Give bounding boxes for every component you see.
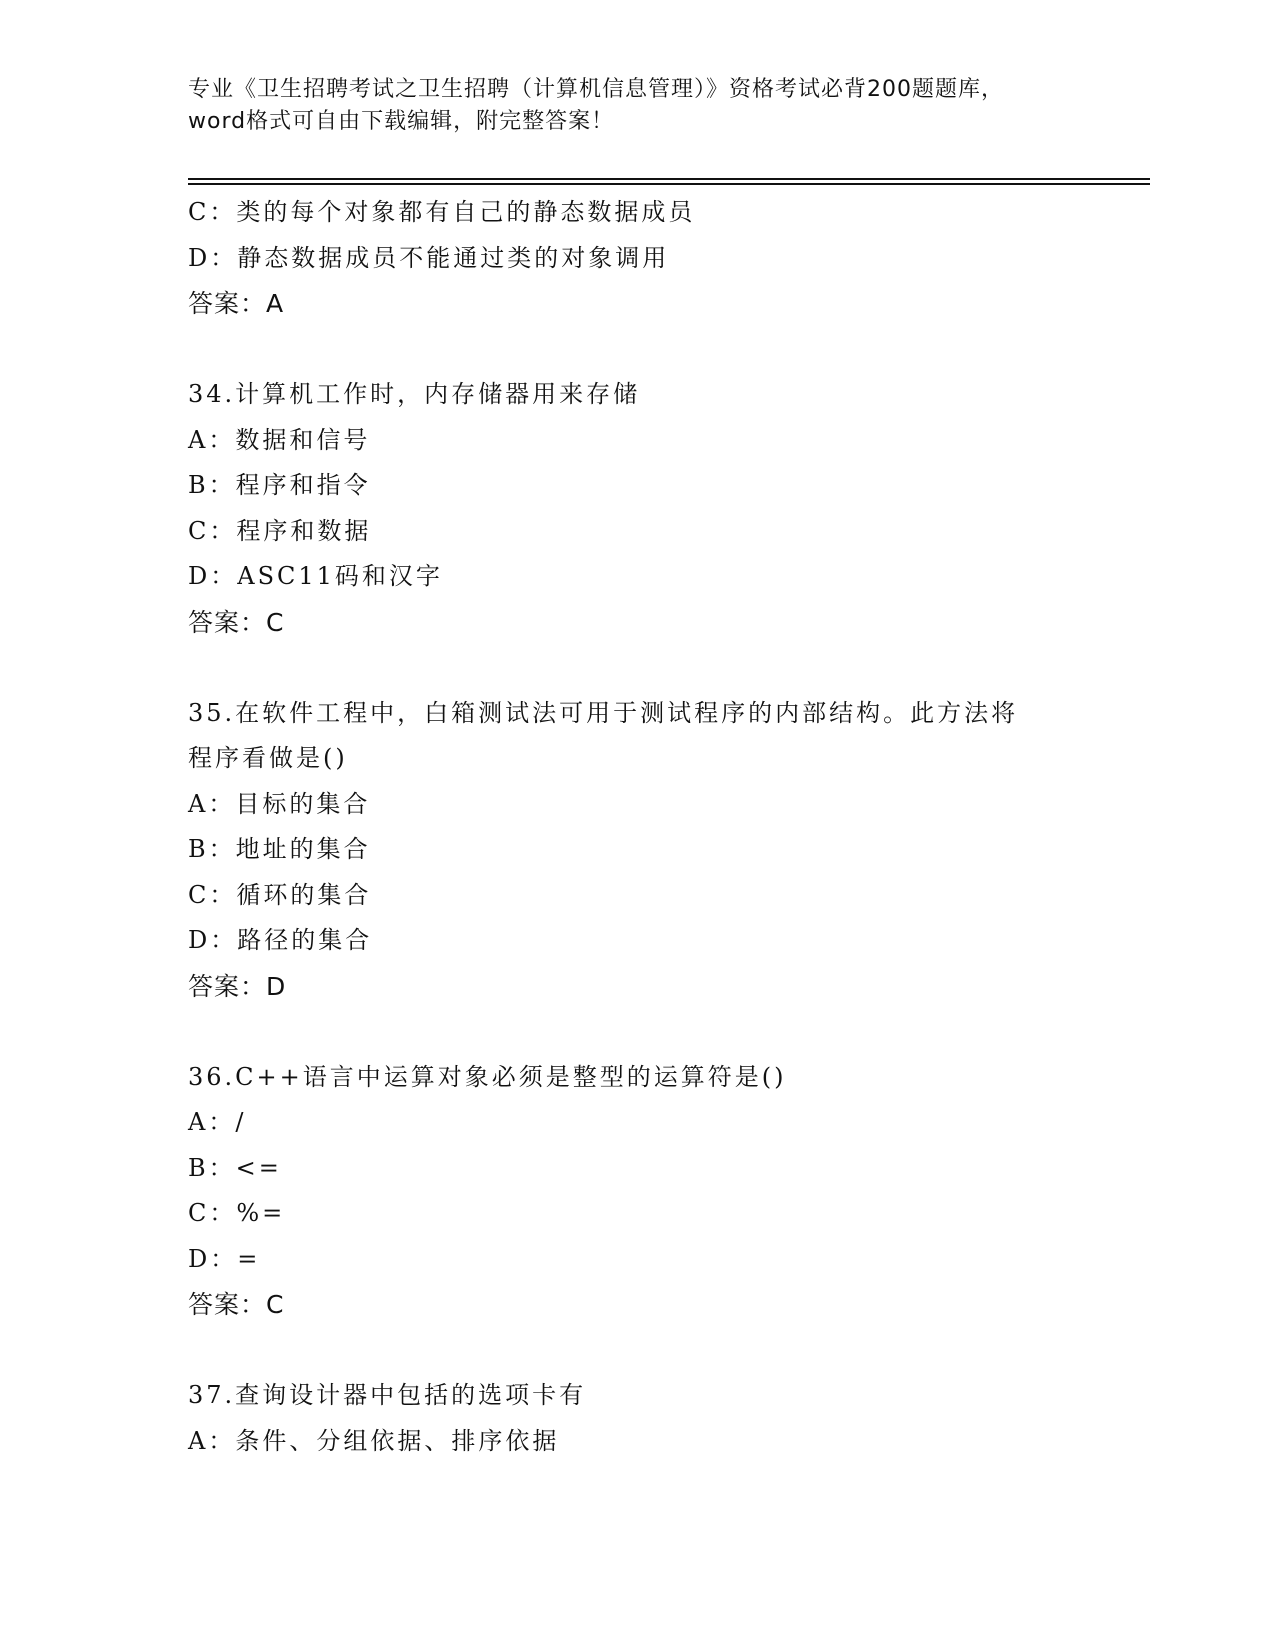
- answer-line: 答案：C: [188, 1290, 285, 1319]
- option-d: D：路径的集合: [188, 926, 373, 954]
- previous-question-tail: [188, 190, 1088, 327]
- option-b: B：程序和指令: [188, 471, 371, 499]
- answer-line: 答案：A: [188, 289, 285, 318]
- option-c: C：程序和数据: [188, 516, 372, 545]
- option-b: B：<=: [188, 1153, 282, 1182]
- document-header: [188, 74, 1088, 138]
- question-37: [188, 1373, 1088, 1464]
- header-line-1: 专业《卫生招聘考试之卫生招聘（计算机信息管理）》资格考试必背200题题库，: [188, 77, 1004, 102]
- option-b: B：地址的集合: [188, 835, 371, 863]
- option-a: A：数据和信号: [188, 425, 371, 454]
- option-c: C：类的每个对象都有自己的静态数据成员: [188, 198, 696, 226]
- question-text: [188, 1373, 1088, 1419]
- question-text-line: 35.在软件工程中，白箱测试法可用于测试程序的内部结构。此方法将: [188, 698, 1019, 727]
- option-d: D：ASC11码和汉字: [188, 562, 443, 590]
- option-d: D：静态数据成员不能通过类的对象调用: [188, 243, 670, 272]
- option-d: D：=: [188, 1244, 261, 1273]
- option-a: A：/: [188, 1108, 247, 1136]
- answer-line: 答案：C: [188, 607, 285, 637]
- question-text: [188, 372, 1088, 418]
- header-line-2: word格式可自由下载编辑，附完整答案！: [188, 109, 615, 134]
- option-c: C：%=: [188, 1199, 286, 1227]
- question-text-line: 36.C++语言中运算对象必须是整型的运算符是(): [188, 1062, 787, 1091]
- question-text-line: 37.查询设计器中包括的选项卡有: [188, 1381, 587, 1409]
- option-c: C：循环的集合: [188, 880, 372, 909]
- question-text: [188, 691, 1088, 782]
- header-divider-top: [188, 178, 1150, 180]
- question-text-line: 程序看做是(): [188, 744, 348, 772]
- question-34: [188, 372, 1088, 645]
- header-divider-bottom: [188, 183, 1150, 185]
- answer-line: 答案：D: [188, 971, 287, 1001]
- option-a: A：目标的集合: [188, 789, 371, 818]
- question-36: [188, 1055, 1088, 1328]
- question-35: [188, 691, 1088, 1010]
- question-text-line: 34.计算机工作时，内存储器用来存储: [188, 380, 641, 408]
- question-list: [188, 190, 1088, 1464]
- question-text: [188, 1055, 1088, 1101]
- option-a: A：条件、分组依据、排序依据: [188, 1426, 560, 1455]
